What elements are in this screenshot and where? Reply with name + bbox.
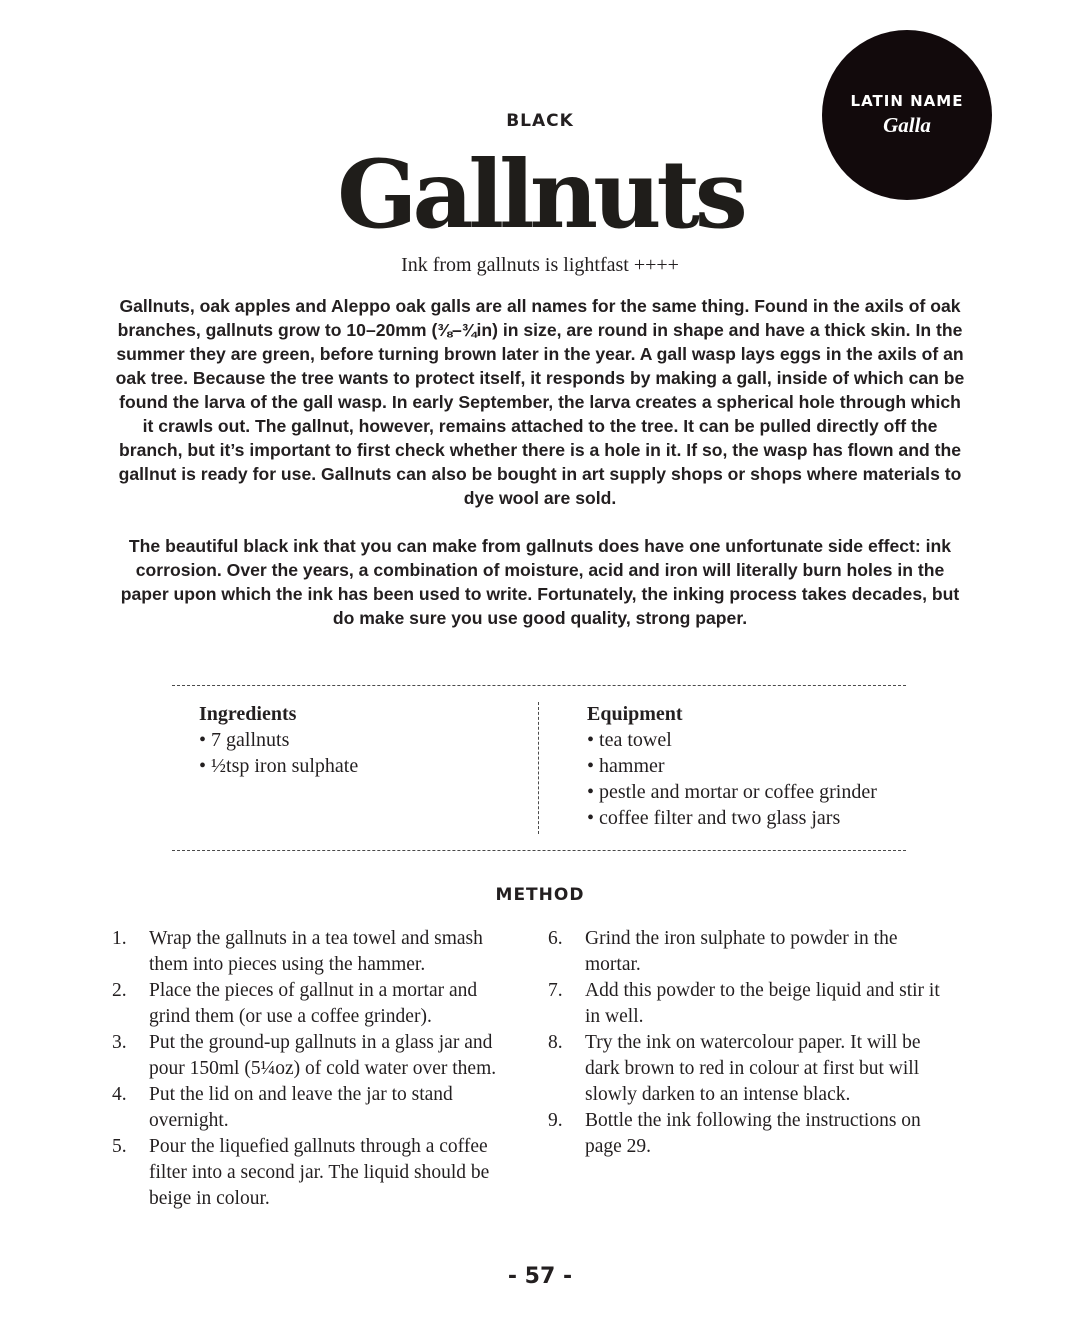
step-text: Grind the iron sulphate to powder in the mortar. (585, 928, 898, 975)
method-step (112, 926, 512, 978)
method-step (112, 1030, 512, 1082)
step-number: 5. (112, 1136, 127, 1157)
equipment-item: • hammer (587, 753, 877, 779)
intro-text (112, 294, 968, 654)
method-step (548, 1030, 948, 1108)
equipment-item: • pestle and mortar or coffee grinder (587, 779, 877, 805)
step-text: Try the ink on watercolour paper. It will be dark brown to red in colour at first but will slowly darken to an intense black. (585, 1032, 921, 1105)
ingredient-item: • 7 gallnuts (199, 727, 358, 753)
step-text: Wrap the gallnuts in a tea towel and smash them into pieces using the hammer. (149, 928, 483, 975)
method-step (112, 978, 512, 1030)
recipe-box (172, 685, 906, 851)
step-number: 7. (548, 980, 563, 1001)
method-steps-left (112, 926, 512, 1212)
step-text: Place the pieces of gallnut in a mortar and grind them (or use a coffee grinder). (149, 980, 478, 1027)
method-step (112, 1082, 512, 1134)
step-number: 1. (112, 928, 127, 949)
step-number: 8. (548, 1032, 563, 1053)
step-number: 6. (548, 928, 563, 949)
page-number: - 57 - (507, 1264, 573, 1289)
step-text: Bottle the ink following the instructions on page 29. (585, 1110, 921, 1157)
latin-name-value: Galla (883, 113, 931, 137)
step-text: Put the ground-up gallnuts in a glass jar and pour 150ml (5¼oz) of cold water over them. (149, 1032, 497, 1079)
step-number: 2. (112, 980, 127, 1001)
step-text: Put the lid on and leave the jar to stand overnight. (149, 1084, 453, 1131)
step-number: 4. (112, 1084, 127, 1105)
page-title: Gallnuts (337, 140, 743, 250)
method-heading: METHOD (495, 885, 585, 905)
method-steps-right (548, 926, 948, 1160)
method-step (548, 978, 948, 1030)
method-step (548, 1108, 948, 1160)
step-text: Pour the liquefied gallnuts through a coffee filter into a second jar. The liquid should be beige in colour. (149, 1136, 490, 1209)
intro-paragraph: The beautiful black ink that you can make from gallnuts does have one unfortunate side effect: ink corrosion. Over the years, a combination of moisture, acid and iron will literally burn holes in the paper upon which the ink has been used to write. Fortunately, the inking process takes decades, but do make sure you use good quality, strong paper. (120, 536, 960, 628)
lightfast-rating: Ink from gallnuts is lightfast ++++ (401, 254, 679, 276)
ingredients-heading: Ingredients (199, 703, 297, 725)
latin-name-label: LATIN NAME (850, 92, 964, 110)
equipment-item: • coffee filter and two glass jars (587, 805, 877, 831)
intro-paragraph: Gallnuts, oak apples and Aleppo oak galls are all names for the same thing. Found in the axils of oak branches, gallnuts grow to 10–20mm (⅜–¾in) in size, are round in shape and have a thick skin. In the summer they are green, before turning brown later in the year. A gall wasp lays eggs in the axils of an oak tree. Because the tree wants to protect itself, it responds by making a gall, inside of which can be found the larva of the gall wasp. In early September, the larva creates a spherical hole through which it crawls out. The gallnut, however, remains attached to the tree. It can be pulled directly off the branch, but it’s important to first check whether there is a hole in it. If so, the wasp has flown and the gallnut is ready for use. Gallnuts can also be bought in art supply shops or shops where materials to dye wool are sold. (115, 296, 965, 508)
column-divider (538, 702, 539, 834)
method-step (112, 1134, 512, 1212)
color-category: BLACK (506, 111, 574, 131)
step-number: 9. (548, 1110, 563, 1131)
equipment-heading: Equipment (587, 703, 683, 725)
ingredient-item: • ½tsp iron sulphate (199, 753, 358, 779)
step-number: 3. (112, 1032, 127, 1053)
method-step (548, 926, 948, 978)
equipment-column (587, 701, 877, 831)
step-text: Add this powder to the beige liquid and stir it in well. (585, 980, 940, 1027)
ingredients-column (199, 701, 358, 779)
equipment-item: • tea towel (587, 727, 877, 753)
